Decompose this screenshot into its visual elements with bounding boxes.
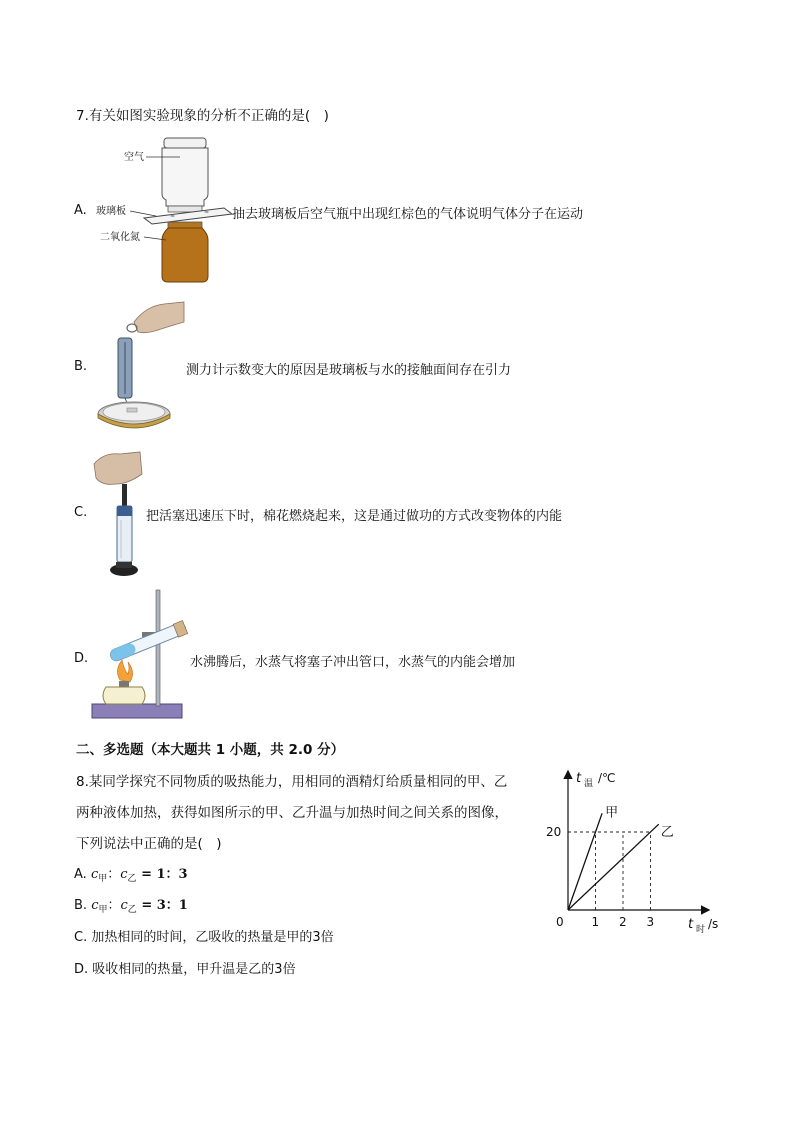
q8-option-c-letter: C. (74, 930, 88, 945)
q7-option-c-figure (90, 450, 146, 580)
series-line-yi (568, 824, 659, 910)
q8-option-b-rel: = 3：1 (136, 898, 188, 913)
origin-label: 0 (556, 915, 564, 929)
q8-stem-line-1: 8.某同学探究不同物质的吸热能力，用相同的酒精灯给质量相同的甲、乙 (76, 774, 508, 790)
q8-option-a-letter: A. (74, 867, 87, 882)
temperature-time-chart (540, 764, 730, 940)
label-air: 空气 (124, 152, 144, 163)
y-tick-label-20: 20 (546, 825, 562, 839)
q7-option-a-letter: A. (74, 203, 87, 218)
q8-stem-line-3: 下列说法中正确的是( ) (76, 836, 222, 852)
y-label-unit: /℃ (598, 771, 616, 785)
series-line-jia (568, 813, 602, 910)
q8-option-a-c2: c (120, 867, 128, 882)
x-label-main: t (688, 917, 694, 932)
q7-option-d-text: 水沸腾后，水蒸气将塞子冲出管口，水蒸气的内能会增加 (190, 655, 516, 670)
q7-option-a-figure (96, 136, 236, 286)
x-tick-label-1: 1 (591, 915, 600, 929)
svg-text:≈: ≈ (204, 209, 210, 216)
q7-option-b-text: 测力计示数变大的原因是玻璃板与水的接触面间存在引力 (186, 363, 512, 378)
q7-stem: 7.有关如图实验现象的分析不正确的是( ) (76, 108, 329, 124)
x-label-unit: /s (708, 917, 719, 931)
q8-option-d-text: 吸收相同的热量，甲升温是乙的3倍 (92, 962, 296, 977)
q8-option-a-sub1: 甲 (98, 874, 108, 884)
q7-option-d-letter: D. (74, 651, 89, 666)
x-label-sub: 时 (696, 925, 706, 935)
q8-option-a (74, 863, 188, 882)
q7-option-b-figure (94, 300, 186, 436)
q8-option-b (74, 894, 188, 913)
series-label-jia: 甲 (605, 805, 619, 821)
q7-option-d-figure (88, 588, 192, 724)
series-label-yi: 乙 (660, 825, 674, 841)
svg-text:≈: ≈ (170, 213, 176, 220)
y-label-main: t (576, 771, 582, 786)
q8-option-d-letter: D. (74, 962, 89, 977)
q8-option-a-c1: c (90, 867, 99, 882)
q8-option-b-sub1: 甲 (98, 905, 108, 915)
q8-option-a-sub2: 乙 (127, 874, 137, 884)
label-glass: 玻璃板 (96, 206, 126, 217)
x-tick-label-2: 2 (619, 915, 627, 929)
section-heading: 二、多选题（本大题共 1 小题，共 2.0 分） (76, 742, 345, 758)
q8-option-c (74, 926, 334, 945)
q7-option-c-letter: C. (74, 505, 88, 520)
q8-stem-line-2: 两种液体加热，获得如图所示的甲、乙升温与加热时间之间关系的图像， (76, 805, 508, 821)
x-tick-label-3: 3 (646, 915, 655, 929)
q8-option-a-colon: ： (107, 867, 121, 882)
label-no2: 二氧化氮 (100, 232, 140, 243)
q7-option-c-text: 把活塞迅速压下时，棉花燃烧起来，这是通过做功的方式改变物体的内能 (146, 509, 563, 524)
q8-option-c-text: 加热相同的时间，乙吸收的热量是甲的3倍 (91, 930, 334, 945)
q7-option-a-text: 抽去玻璃板后空气瓶中出现红棕色的气体说明气体分子在运动 (232, 207, 584, 222)
q8-option-b-c2: c (120, 898, 128, 913)
q8-option-d (74, 958, 296, 977)
q7-option-b-letter: B. (74, 359, 88, 374)
y-label-sub: 温 (584, 779, 594, 789)
q8-option-b-c1: c (91, 898, 99, 913)
q8-option-b-sub2: 乙 (127, 905, 137, 915)
q8-option-b-letter: B. (74, 898, 88, 913)
q8-option-a-rel: = 1：3 (136, 867, 188, 882)
q8-option-b-colon: ： (107, 898, 121, 913)
